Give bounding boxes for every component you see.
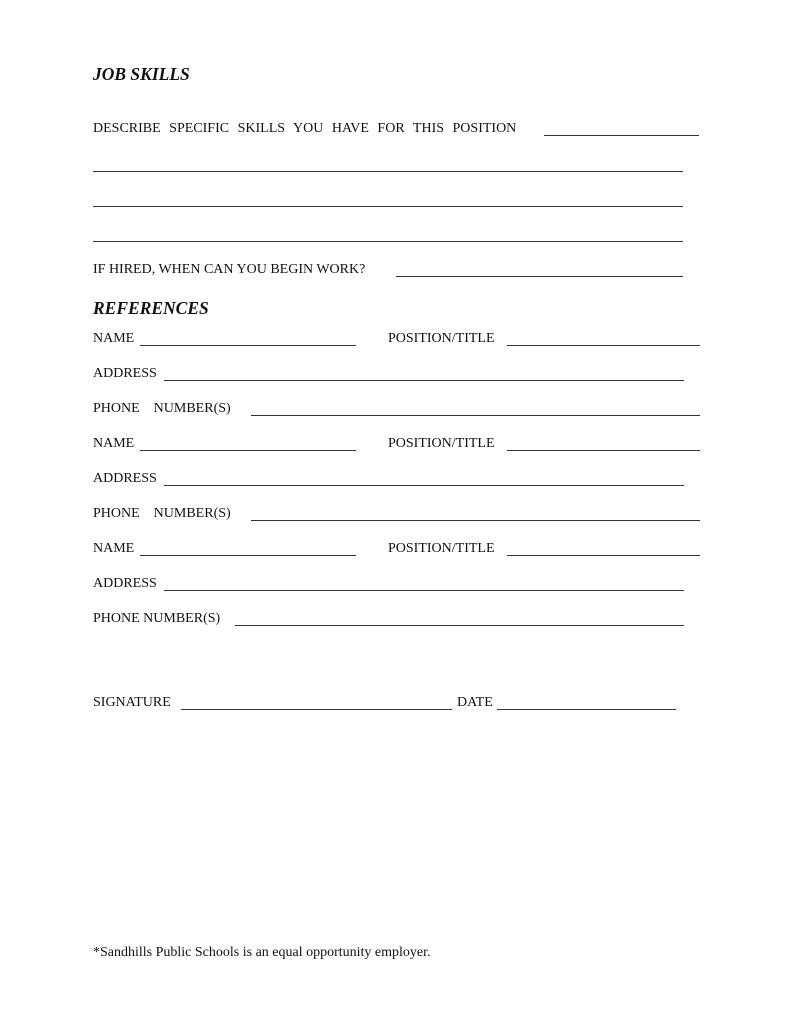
name-field[interactable]	[140, 555, 356, 556]
name-field[interactable]	[140, 345, 356, 346]
describe-skills-row	[0, 120, 791, 138]
signature-row	[0, 694, 791, 712]
phone-field[interactable]	[235, 625, 684, 626]
references-heading: REFERENCES	[93, 298, 209, 318]
date-field[interactable]	[497, 709, 676, 710]
reference-1-name-row	[0, 330, 791, 348]
signature-field[interactable]	[181, 709, 452, 710]
phone-label: PHONE NUMBER(S)	[93, 611, 221, 626]
reference-3-name-row	[0, 540, 791, 558]
skills-field-line[interactable]	[93, 206, 683, 207]
reference-2-address-row	[0, 470, 791, 488]
reference-3-phone-row	[0, 610, 791, 628]
skills-line-1	[0, 156, 791, 174]
skills-line-2	[0, 191, 791, 209]
position-title-label: POSITION/TITLE	[388, 436, 495, 451]
signature-label: SIGNATURE	[93, 695, 171, 710]
position-title-field[interactable]	[507, 450, 700, 451]
address-label: ADDRESS	[93, 576, 157, 591]
phone-label: PHONE NUMBER(S)	[93, 401, 231, 416]
describe-skills-field[interactable]	[544, 135, 699, 136]
reference-2-name-row	[0, 435, 791, 453]
name-field[interactable]	[140, 450, 356, 451]
reference-3-address-row	[0, 575, 791, 593]
phone-field[interactable]	[251, 520, 700, 521]
reference-2-phone-row	[0, 505, 791, 523]
begin-work-field[interactable]	[396, 276, 683, 277]
address-field[interactable]	[164, 485, 684, 486]
name-label: NAME	[93, 331, 135, 346]
address-field[interactable]	[164, 590, 684, 591]
address-field[interactable]	[164, 380, 684, 381]
phone-label: PHONE NUMBER(S)	[93, 506, 231, 521]
skills-line-3	[0, 226, 791, 244]
position-title-field[interactable]	[507, 345, 700, 346]
address-label: ADDRESS	[93, 471, 157, 486]
begin-work-label: IF HIRED, WHEN CAN YOU BEGIN WORK?	[93, 262, 366, 277]
name-label: NAME	[93, 436, 135, 451]
skills-field-line[interactable]	[93, 241, 683, 242]
name-label: NAME	[93, 541, 135, 556]
begin-work-row	[0, 261, 791, 279]
skills-field-line[interactable]	[93, 171, 683, 172]
phone-field[interactable]	[251, 415, 700, 416]
describe-skills-label: DESCRIBE SPECIFIC SKILLS YOU HAVE FOR THIS POSITION	[93, 121, 517, 136]
date-label: DATE	[457, 695, 493, 710]
equal-opportunity-footer: *Sandhills Public Schools is an equal opportunity employer.	[93, 945, 431, 960]
position-title-label: POSITION/TITLE	[388, 331, 495, 346]
job-skills-heading: JOB SKILLS	[93, 64, 190, 84]
position-title-label: POSITION/TITLE	[388, 541, 495, 556]
reference-1-address-row	[0, 365, 791, 383]
position-title-field[interactable]	[507, 555, 700, 556]
address-label: ADDRESS	[93, 366, 157, 381]
reference-1-phone-row	[0, 400, 791, 418]
